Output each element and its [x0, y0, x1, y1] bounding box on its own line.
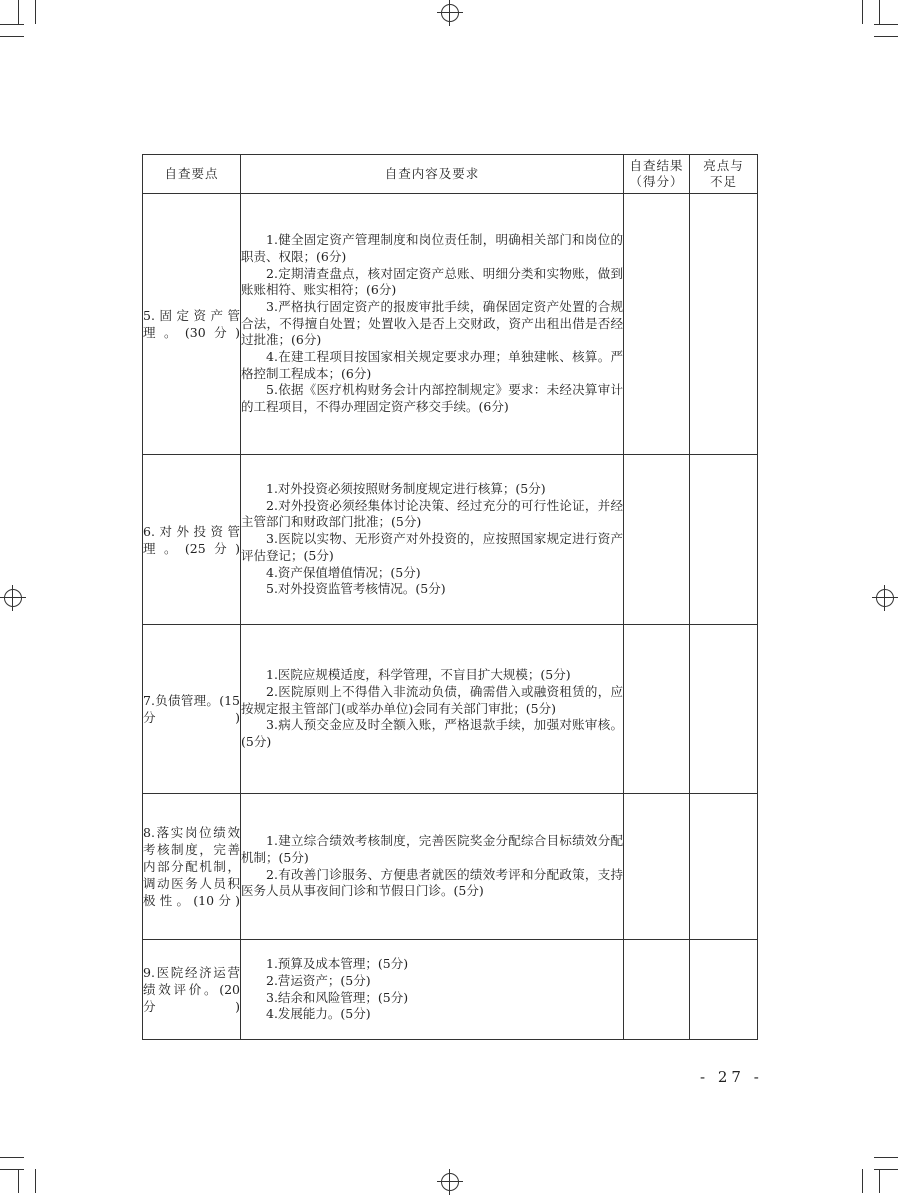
list-item: 2.有改善门诊服务、方便患者就医的绩效考评和分配政策，支持医务人员从事夜间门诊和节假日门诊。(5分) [241, 866, 623, 899]
row-highlights-cell[interactable] [690, 625, 758, 794]
crop-mark [874, 1157, 898, 1158]
header-highlights [690, 155, 758, 194]
list-item: 1.健全固定资产管理制度和岗位责任制，明确相关部门和岗位的职责、权限；(6分) [241, 232, 623, 264]
row-content [241, 194, 624, 455]
row-highlights-cell[interactable] [690, 455, 758, 625]
table-row [143, 625, 758, 794]
list-item: 3.病人预交金应及时全额入账，严格退款手续，加强对账审核。(5分) [241, 717, 623, 750]
row-content [241, 794, 624, 940]
point-text: 5.固定资产管理。(30分) [143, 308, 240, 340]
list-item: 4.发展能力。(5分) [266, 1006, 371, 1022]
header-point: 自查要点 [143, 155, 241, 194]
crop-mark [0, 36, 24, 37]
list-item: 3.医院以实物、无形资产对外投资的，应按照国家规定进行资产评估登记；(5分) [241, 531, 623, 563]
crop-mark [874, 36, 898, 37]
row-result-cell[interactable] [624, 455, 690, 625]
row-point [143, 625, 241, 794]
crop-mark [862, 0, 863, 24]
list-item: 3.严格执行固定资产的报废审批手续，确保固定资产处置的合规合法，不得擅自处置；处置收入是否上交财政，资产出租出借是否经过批准；(6分) [241, 298, 623, 348]
header-result-label: 自查结果（得分） [629, 158, 684, 189]
crop-mark [0, 24, 24, 25]
crop-mark [874, 24, 898, 25]
header-content: 自查内容及要求 [241, 155, 624, 194]
crop-mark [879, 1169, 880, 1193]
table-row [143, 940, 758, 1040]
list-item: 4.在建工程项目按国家相关规定要求办理；单独建帐、核算。严格控制工程成本；(6分) [241, 349, 623, 381]
point-text: 8.落实岗位绩效考核制度，完善内部分配机制，调动医务人员积极性。(10分) [143, 825, 240, 908]
registration-mark-left [0, 585, 26, 611]
crop-mark [874, 1169, 898, 1170]
point-text: 7.负债管理。(15分) [143, 693, 240, 725]
list-item: 2.营运资产；(5分) [266, 972, 371, 988]
list-item: 5.依据《医疗机构财务会计内部控制规定》要求：未经决算审计的工程项目，不得办理固定资产移交手续。(6分) [241, 382, 623, 415]
registration-mark-right [872, 585, 898, 611]
table-row [143, 194, 758, 455]
table-row [143, 794, 758, 940]
list-item: 4.资产保值增值情况；(5分) [266, 564, 421, 580]
crop-mark [862, 1169, 863, 1193]
crop-mark [35, 1169, 36, 1193]
header-result [624, 155, 690, 194]
row-highlights-cell[interactable] [690, 794, 758, 940]
list-item: 2.对外投资必须经集体讨论决策、经过充分的可行性论证，并经主管部门和财政部门批准；(5分) [241, 497, 623, 530]
page-number: - 27 - [700, 1068, 763, 1086]
row-result-cell[interactable] [624, 625, 690, 794]
crop-mark [35, 0, 36, 24]
row-content [241, 625, 624, 794]
row-point [143, 194, 241, 455]
table-header-row [143, 155, 758, 194]
list-item: 1.建立综合绩效考核制度，完善医院奖金分配综合目标绩效分配机制；(5分) [241, 833, 623, 865]
list-item: 1.对外投资必须按照财务制度规定进行核算；(5分) [266, 481, 546, 497]
self-check-table [142, 154, 758, 1040]
row-point [143, 940, 241, 1040]
row-point [143, 455, 241, 625]
row-content [241, 940, 624, 1040]
registration-mark-bottom [437, 1169, 463, 1195]
row-highlights-cell[interactable] [690, 940, 758, 1040]
list-item: 1.医院应规模适度，科学管理，不盲目扩大规模；(5分) [266, 667, 571, 683]
row-result-cell[interactable] [624, 194, 690, 455]
row-content [241, 455, 624, 625]
point-text: 6.对外投资管理。(25分) [143, 523, 240, 556]
list-item: 3.结余和风险管理；(5分) [266, 989, 409, 1005]
list-item: 5.对外投资监管考核情况。(5分) [266, 581, 446, 597]
crop-mark [18, 0, 19, 24]
row-highlights-cell[interactable] [690, 194, 758, 455]
list-item: 1.预算及成本管理；(5分) [266, 956, 409, 972]
header-highlights-label: 亮点与不足 [703, 158, 744, 189]
crop-mark [0, 1169, 24, 1170]
row-result-cell[interactable] [624, 794, 690, 940]
row-point [143, 794, 241, 940]
table-row [143, 455, 758, 625]
crop-mark [18, 1169, 19, 1193]
list-item: 2.定期清查盘点，核对固定资产总账、明细分类和实物账，做到账账相符、账实相符；(6分) [241, 265, 623, 298]
crop-mark [879, 0, 880, 24]
crop-mark [0, 1157, 24, 1158]
list-item: 2.医院原则上不得借入非流动负债，确需借入或融资租赁的，应按规定报主管部门(或举办单位)会同有关部门审批；(5分) [241, 683, 623, 716]
point-text: 9.医院经济运营绩效评价。(20分) [143, 965, 240, 1014]
registration-mark-top [437, 0, 463, 26]
row-result-cell[interactable] [624, 940, 690, 1040]
